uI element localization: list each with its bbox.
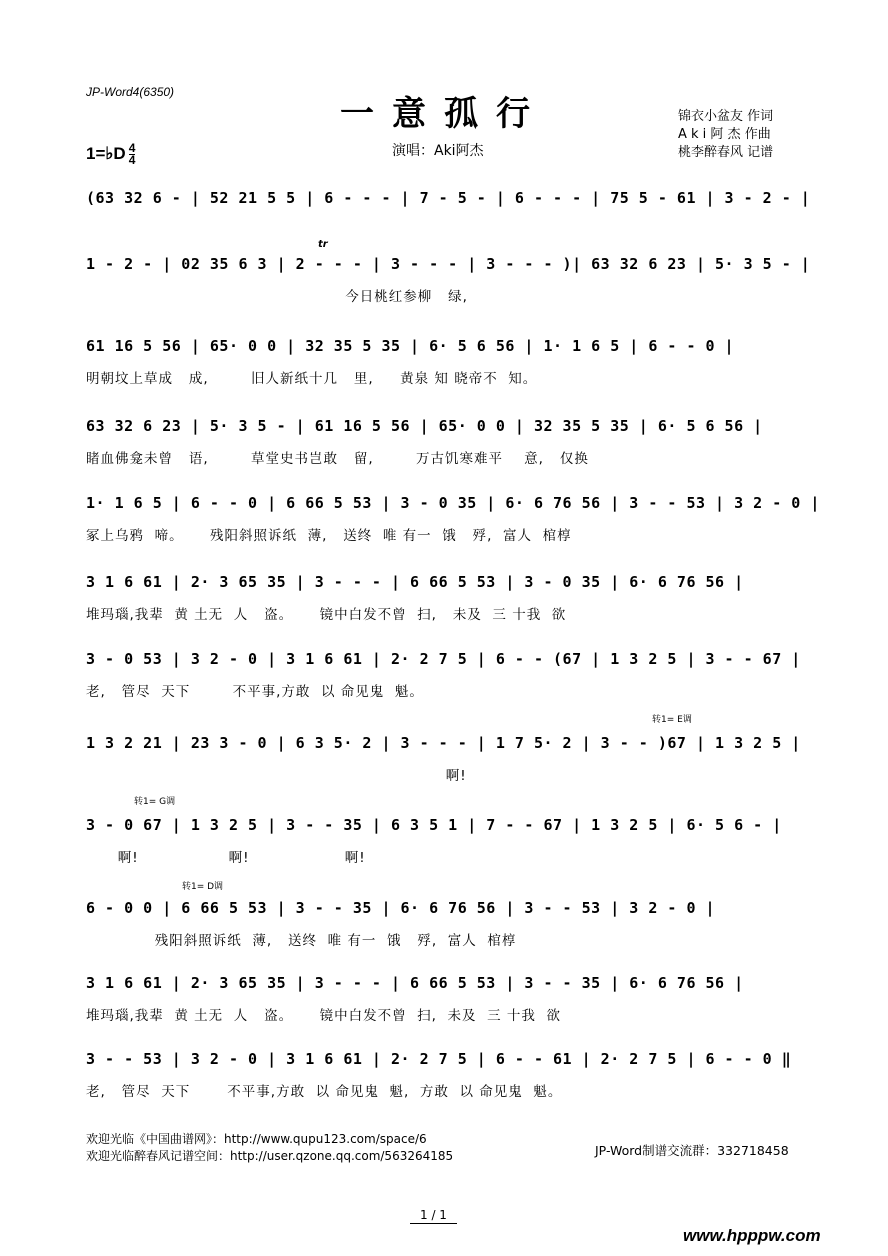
lyrics-line: 今日桃红参柳 绿, bbox=[86, 289, 468, 305]
trill-marking: tr bbox=[318, 239, 328, 250]
lyricist-credit: 锦衣小盆友 作词 bbox=[678, 109, 774, 124]
notes-line: 1· 1 6 5 | 6 - - 0 | 6 66 5 53 | 3 - 0 35 | 6· 6 76 56 | 3 - - 53 | 3 2 - 0 | bbox=[86, 494, 820, 512]
lyrics-line: 明朝坟上草成 成, 旧人新纸十几 里, 黄泉 知 晓帝不 知。 bbox=[86, 371, 538, 387]
transcriber-credit: 桃李醉春风 记谱 bbox=[678, 145, 774, 160]
key-signature bbox=[86, 143, 135, 166]
footer-link-qupu[interactable]: 欢迎光临《中国曲谱网》：http://www.qupu123.com/space/6 bbox=[86, 1132, 427, 1146]
time-numerator: 4 bbox=[128, 141, 136, 155]
song-title: 一意孤行 bbox=[340, 94, 548, 134]
composer-credit: A k i 阿 杰 作曲 bbox=[678, 127, 771, 142]
lyrics-line: 啊! bbox=[86, 768, 467, 784]
notes-line: 1 3 2 21 | 23 3 - 0 | 6 3 5· 2 | 3 - - - | 1 7 5· 2 | 3 - - )67 | 1 3 2 5 | bbox=[86, 734, 801, 752]
lyrics-line: 残阳斜照诉纸 薄, 送终 唯 有一 饿 殍, 富人 棺椁 bbox=[86, 933, 517, 949]
page-number: 1 / 1 bbox=[410, 1208, 457, 1224]
notes-line: 6 - 0 0 | 6 66 5 53 | 3 - - 35 | 6· 6 76 56 | 3 - - 53 | 3 2 - 0 | bbox=[86, 899, 716, 917]
lyrics-line: 老, 管尽 天下 不平事,方敢 以 命见鬼 魁。 bbox=[86, 684, 424, 700]
notes-line: 3 - 0 67 | 1 3 2 5 | 3 - - 35 | 6 3 5 1 | 7 - - 67 | 1 3 2 5 | 6· 5 6 - | bbox=[86, 816, 782, 834]
notes-line: 3 1 6 61 | 2· 3 65 35 | 3 - - - | 6 66 5 53 | 3 - - 35 | 6· 6 76 56 | bbox=[86, 974, 744, 992]
notes-line: 3 1 6 61 | 2· 3 65 35 | 3 - - - | 6 66 5 53 | 3 - 0 35 | 6· 6 76 56 | bbox=[86, 573, 744, 591]
time-denominator: 4 bbox=[128, 153, 136, 167]
notes-line: 3 - - 53 | 3 2 - 0 | 3 1 6 61 | 2· 2 7 5 | 6 - - 61 | 2· 2 7 5 | 6 - - 0 ‖ bbox=[86, 1050, 792, 1068]
site-watermark: www.hpppw.com bbox=[683, 1226, 821, 1245]
key-change-d: 转1= D调 bbox=[182, 882, 224, 892]
key-change-e: 转1= E调 bbox=[652, 715, 692, 725]
notes-line: 61 16 5 56 | 65· 0 0 | 32 35 5 35 | 6· 5 6 56 | 1· 1 6 5 | 6 - - 0 | bbox=[86, 337, 735, 355]
time-signature bbox=[129, 143, 136, 166]
notes-line: 1 - 2 - | 02 35 6 3 | 2 - - - | 3 - - - | 3 - - - )| 63 32 6 23 | 5· 3 5 - | bbox=[86, 255, 811, 273]
notes-line: 63 32 6 23 | 5· 3 5 - | 61 16 5 56 | 65· 0 0 | 32 35 5 35 | 6· 5 6 56 | bbox=[86, 417, 763, 435]
lyrics-line: 啊! 啊! 啊! bbox=[86, 850, 366, 866]
key-label: 1=♭D bbox=[86, 143, 126, 163]
credits-block bbox=[678, 108, 773, 162]
lyrics-line: 老, 管尽 天下 不平事,方敢 以 命见鬼 魁, 方敢 以 命见鬼 魁。 bbox=[86, 1084, 563, 1100]
lyrics-line: 堆玛瑙,我辈 黄 土无 人 盗。 镜中白发不曾 扫, 未及 三 十我 欲 bbox=[86, 607, 567, 623]
notes-line: (63 32 6 - | 52 21 5 5 | 6 - - - | 7 - 5 - | 6 - - - | 75 5 - 61 | 3 - 2 - | bbox=[86, 189, 811, 207]
footer-link-qzone[interactable]: 欢迎光临醉春风记谱空间：http://user.qzone.qq.com/563264185 bbox=[86, 1149, 454, 1163]
singer-credit: 演唱：Aki阿杰 bbox=[392, 143, 484, 159]
key-change-g: 转1= G调 bbox=[134, 797, 176, 807]
lyrics-line: 睹血佛龛未曾 语, 草堂史书岂敢 留, 万古饥寒难平 意, 仅换 bbox=[86, 451, 589, 467]
notes-line: 3 - 0 53 | 3 2 - 0 | 3 1 6 61 | 2· 2 7 5 | 6 - - (67 | 1 3 2 5 | 3 - - 67 | bbox=[86, 650, 801, 668]
footer-links bbox=[86, 1131, 453, 1165]
software-label: JP-Word4(6350) bbox=[86, 85, 175, 99]
lyrics-line: 堆玛瑙,我辈 黄 土无 人 盗。 镜中白发不曾 扫, 未及 三 十我 欲 bbox=[86, 1008, 561, 1024]
lyrics-line: 冢上乌鸦 啼。 残阳斜照诉纸 薄, 送终 唯 有一 饿 殍, 富人 棺椁 bbox=[86, 528, 572, 544]
qq-group: JP-Word制谱交流群：332718458 bbox=[595, 1143, 789, 1158]
